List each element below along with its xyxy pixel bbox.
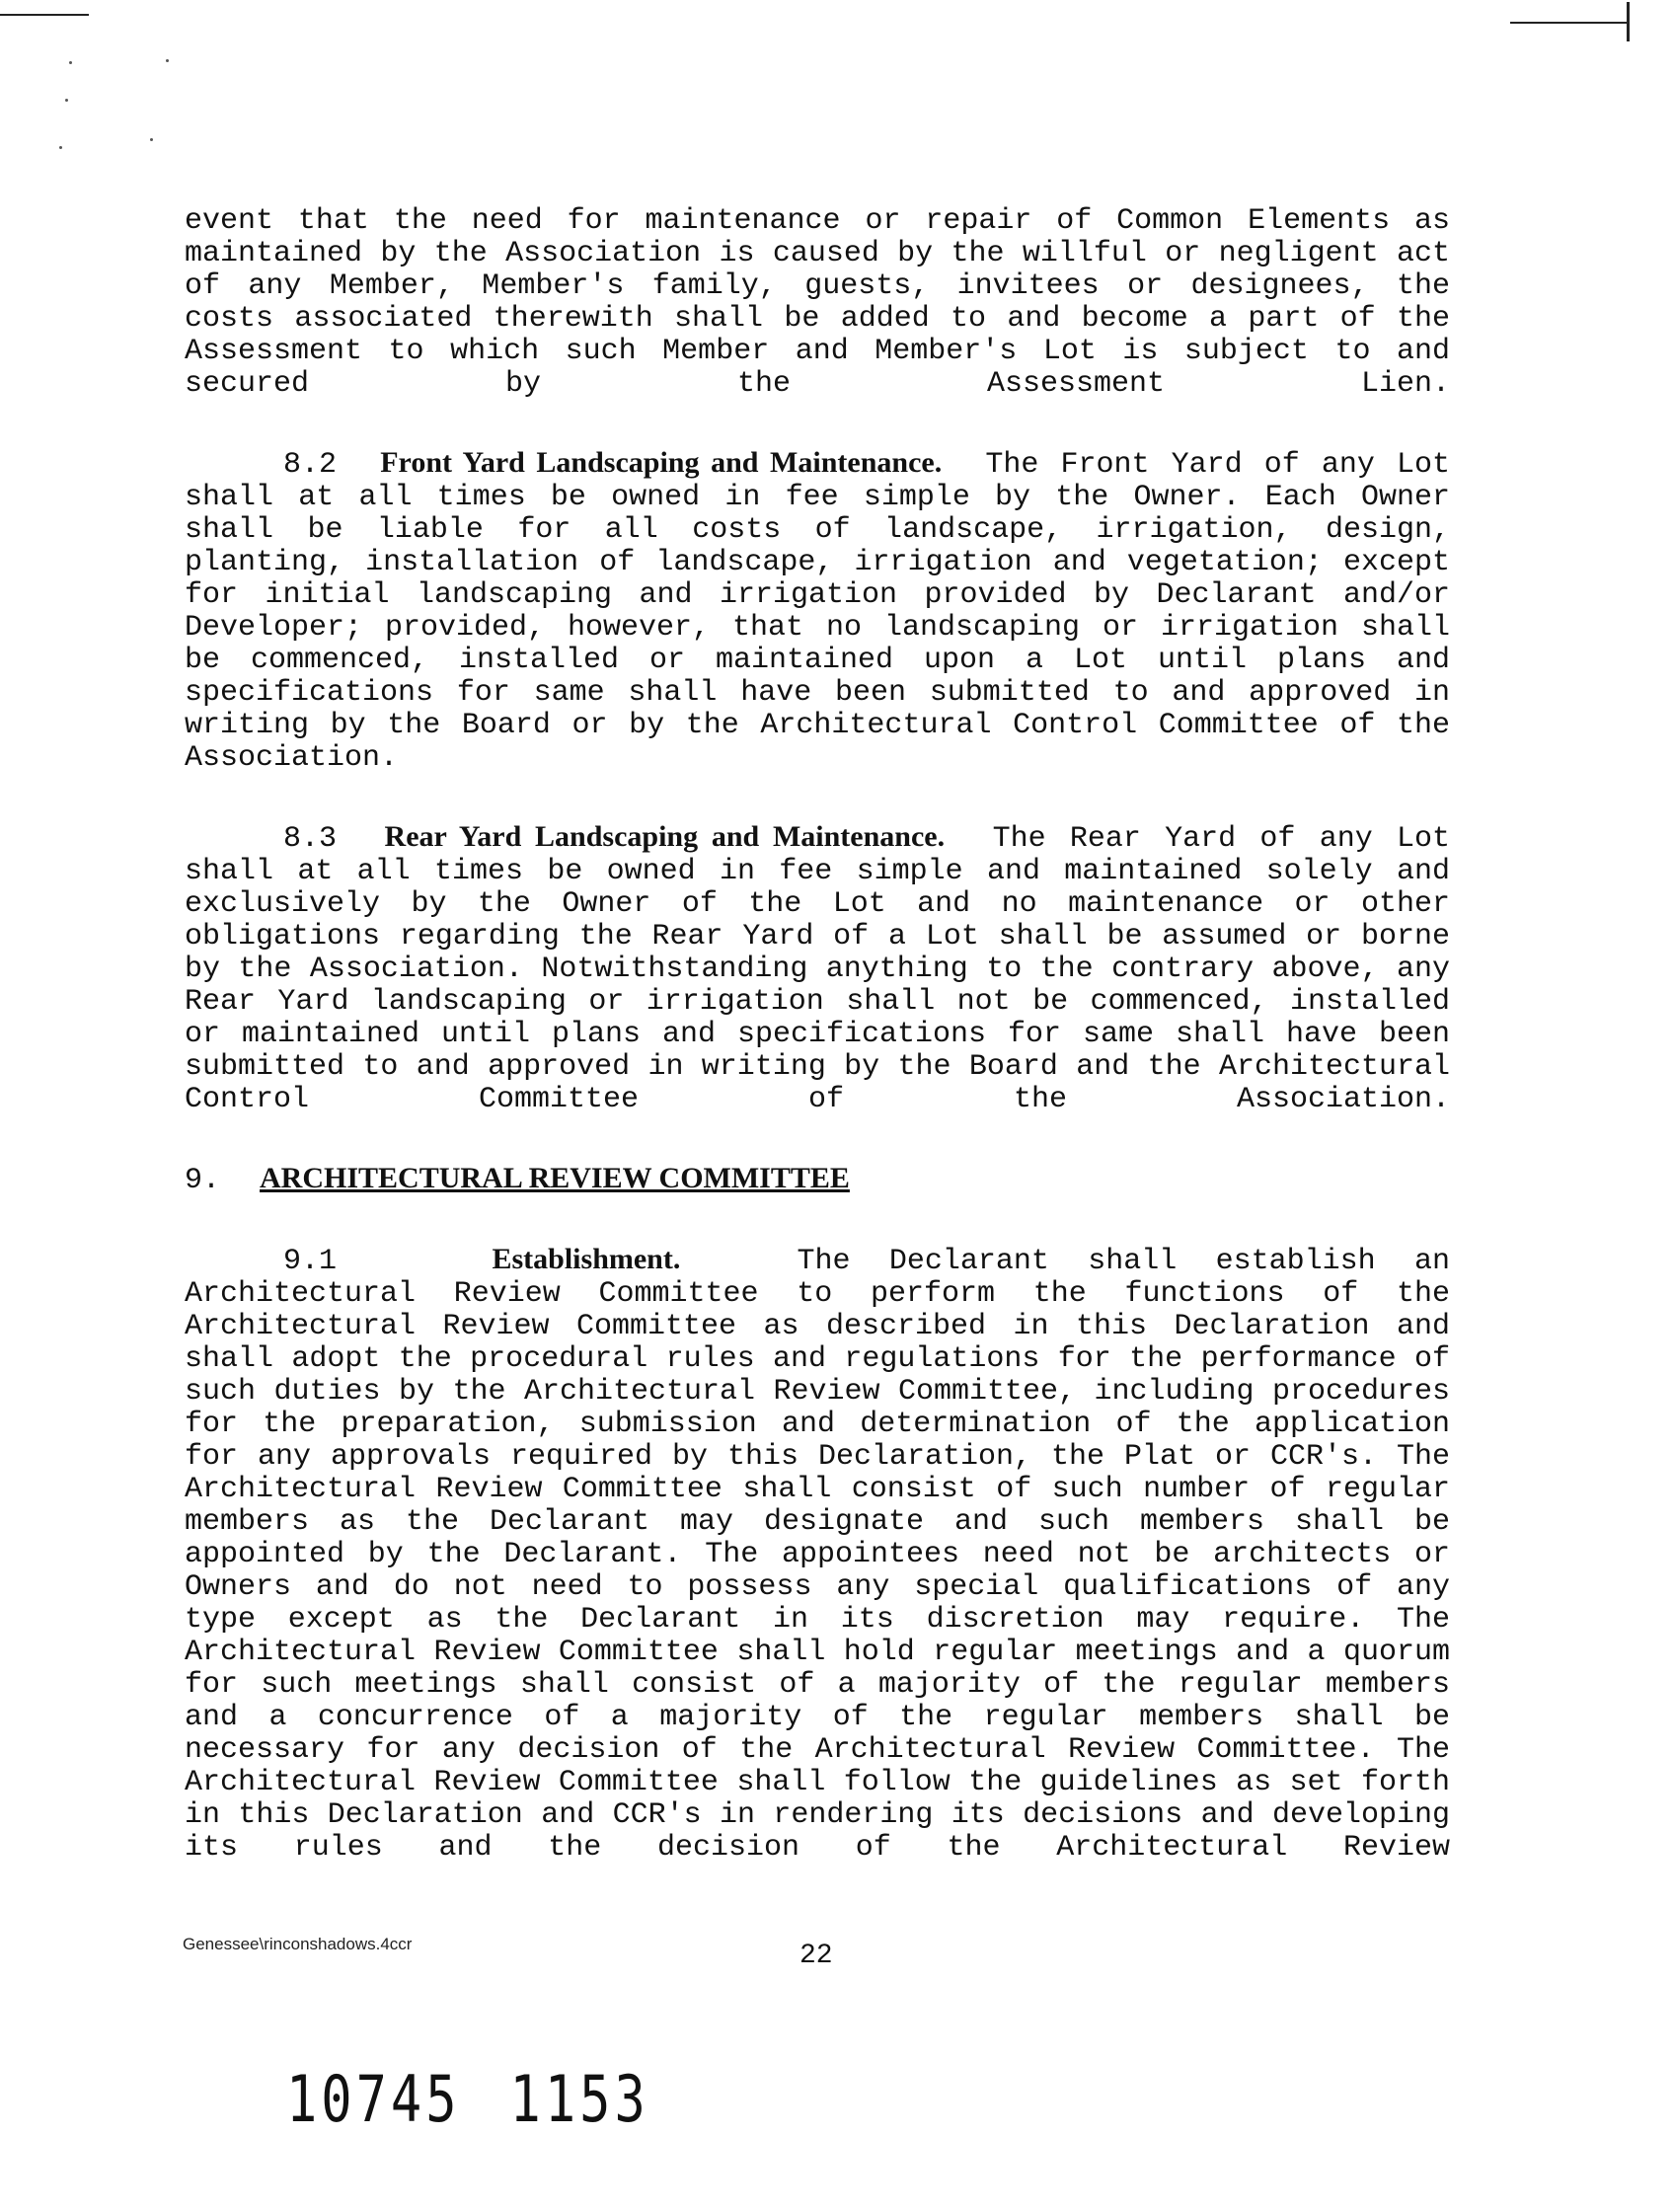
- section-8-3-body: The Rear Yard of any Lot shall at all times be owned in fee simple and maintained solely and exclusively by the Owner of the Lot and no maintenance or other obligations regarding the Rear Yard of a Lot shall be assumed or borne by the Association. Notwithstanding anything to the contrary above, any Rear Yard landscaping or irrigation shall not be commenced, installed or maintained until plans and specifications for same shall have been submitted to and approved in writing by the Board and the Architectural Control Committee of the Association.: [185, 822, 1450, 1116]
- section-9-1: [185, 1243, 1450, 1865]
- continuation-paragraph: event that the need for maintenance or repair of Common Elements as maintained by the Association is caused by the willful or negligent act of any Member, Member's family, guests, invitees or designees, the costs associated therewith shall be added to and become a part of the Assessment to which such Member and Member's Lot is subject to and secured by the Assessment Lien.: [185, 204, 1450, 401]
- section-8-3-heading: Rear Yard Landscaping and Maintenance.: [384, 820, 946, 853]
- section-8-2-heading: Front Yard Landscaping and Maintenance.: [380, 446, 943, 479]
- section-8-2-body: The Front Yard of any Lot shall at all times be owned in fee simple by the Owner. Each Owner shall be liable for all costs of landscape, irrigation, design, planting, installation of landscape, irrigation and vegetation; except for initial landscaping and irrigation provided by Declarant and/or Developer; provided, however, that no landscaping or irrigation shall be commenced, installed or maintained upon a Lot until plans and specifications for same shall have been submitted to and approved in writing by the Board or by the Architectural Control Committee of the Association.: [185, 448, 1450, 775]
- scan-speck: [65, 99, 68, 102]
- page-number: 22: [799, 1941, 833, 1971]
- scan-edge-mark-right: [1510, 22, 1629, 24]
- recording-book-number: 10745: [286, 2063, 461, 2137]
- recording-stamp: [286, 2063, 649, 2137]
- section-9-title: ARCHITECTURAL REVIEW COMMITTEE: [260, 1162, 850, 1194]
- scan-speck: [69, 61, 72, 64]
- section-8-2: [185, 446, 1450, 775]
- section-8-3: [185, 820, 1450, 1116]
- section-9-1-body: The Declarant shall establish an Architectural Review Committee to perform the functions of the Architectural Review Committee as described in this Declaration and shall adopt the procedural rules and regulations for the performance of such duties by the Architectural Review Committee, including procedures for the preparation, submission and determination of the application for any approvals required by this Declaration, the Plat or CCR's. The Architectural Review Committee shall consist of such number of regular members as the Declarant may designate and such members shall be appointed by the Declarant. The appointees need not be architects or Owners and do not need to possess any special qualifications of any type except as the Declarant in its discretion may require. The Architectural Review Committee shall hold regular meetings and a quorum for such meetings shall consist of a majority of the regular members and a concurrence of a majority of the regular members shall be necessary for any decision of the Architectural Review Committee. The Architectural Review Committee shall follow the guidelines as set forth in this Declaration and CCR's in rendering its decisions and developing its rules and the decision of the Architectural Review: [185, 1245, 1451, 1865]
- scan-speck: [150, 138, 153, 141]
- footer-file-path: Genessee\rinconshadows.4ccr: [183, 1935, 413, 1953]
- section-9-1-heading: Establishment.: [492, 1243, 681, 1275]
- section-9-heading: [185, 1162, 1450, 1197]
- section-8-3-number: 8.3: [283, 822, 338, 856]
- section-8-2-number: 8.2: [283, 448, 338, 482]
- document-body: [185, 205, 1450, 1865]
- section-9-number: 9.: [185, 1164, 221, 1197]
- scan-speck: [166, 59, 169, 62]
- scan-edge-mark-left: [0, 14, 89, 16]
- scan-edge-mark-right-tick: [1627, 2, 1630, 41]
- recording-page-number: 1153: [509, 2063, 649, 2137]
- scan-speck: [59, 146, 62, 149]
- section-9-1-number: 9.1: [283, 1245, 338, 1278]
